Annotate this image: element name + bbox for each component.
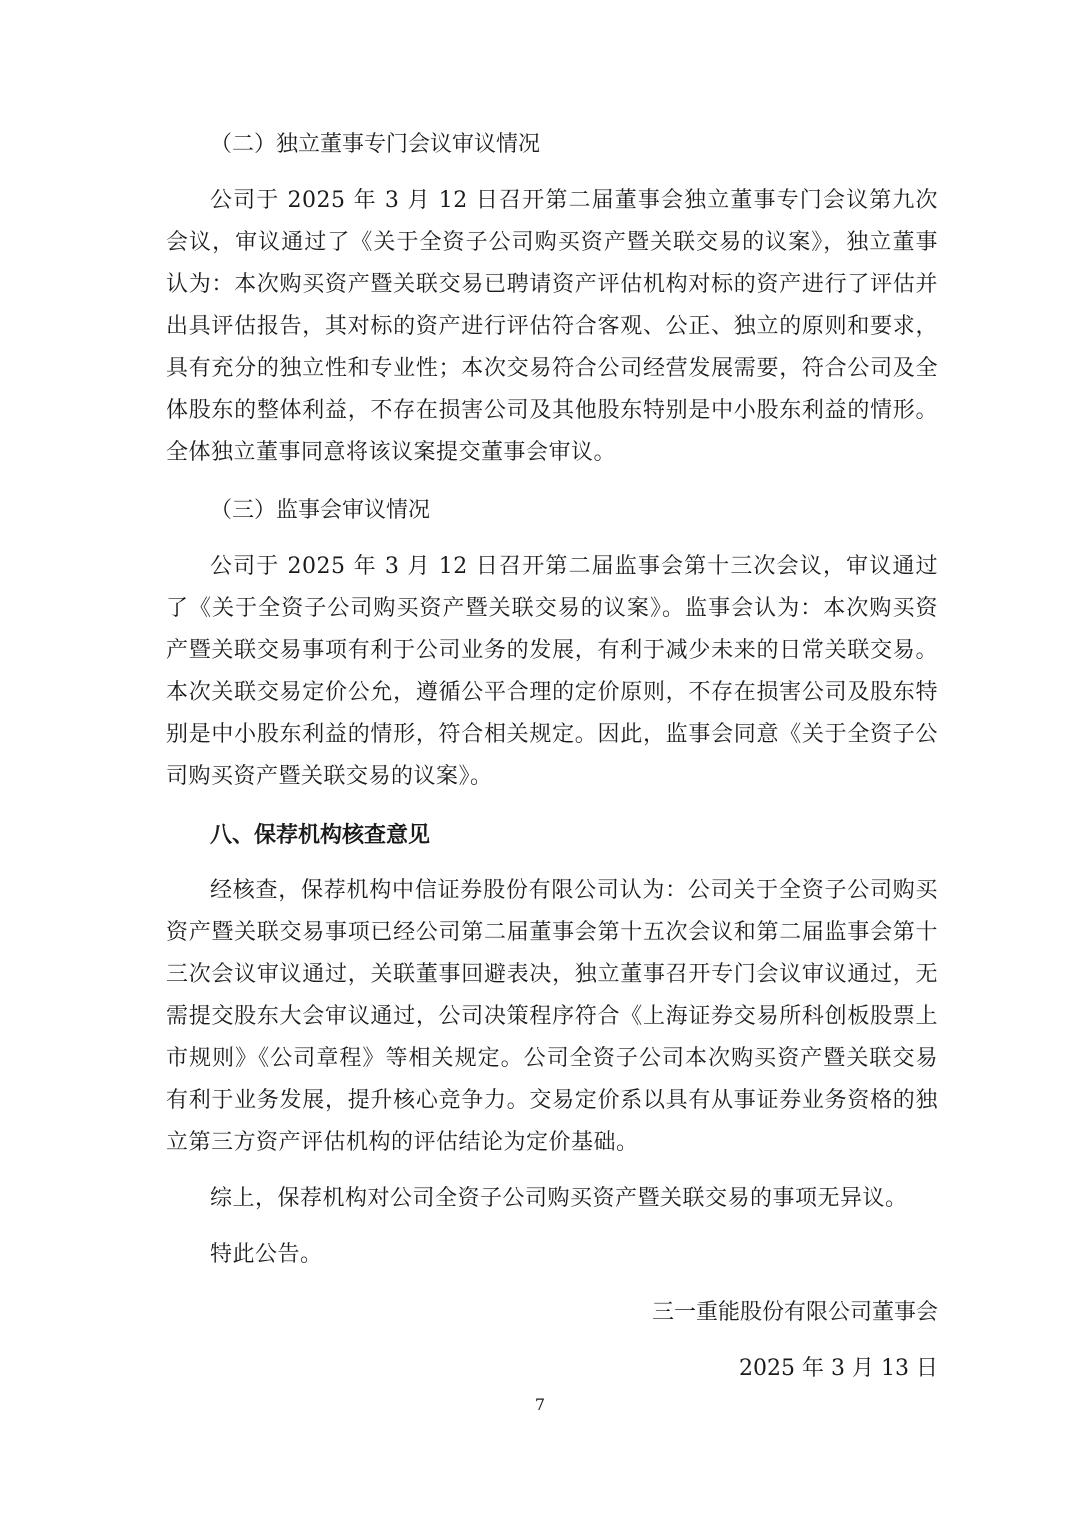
paragraph-independent-directors: 公司于 2025 年 3 月 12 日召开第二届董事会独立董事专门会议第九次会议，审议通过了《关于全资子公司购买资产暨关联交易的议案》，独立董事认为：本次购买资产暨关联交易已聘请资产评估机构对标的资产进行了评估并出具评估报告，其对标的资产进行评估符合客观、公正、独立的原则和要求，具有充分的独立性和专业性；本次交易符合公司经营发展需要，符合公司及全体股东的整体利益，不存在损害公司及其他股东特别是中小股东利益的情形。全体独立董事同意将该议案提交董事会审议。 bbox=[166, 188, 938, 465]
section-heading-independent-directors: （二）独立董事专门会议审议情况 bbox=[210, 132, 541, 157]
document-body bbox=[166, 124, 938, 1390]
section-heading-supervisory-board: （三）监事会审议情况 bbox=[210, 498, 431, 523]
paragraph-closing: 特此公告。 bbox=[210, 1242, 323, 1267]
paragraph-supervisory-board: 公司于 2025 年 3 月 12 日召开第二届监事会第十三次会议，审议通过了《关于全资子公司购买资产暨关联交易的议案》。监事会认为：本次购买资产暨关联交易事项有利于公司业务的发展，有利于减少未来的日常关联交易。本次关联交易定价公允，遵循公平合理的定价原则，不存在损害公司及股东特别是中小股东利益的情形，符合相关规定。因此，监事会同意《关于全资子公司购买资产暨关联交易的议案》。 bbox=[166, 554, 938, 789]
paragraph-conclusion: 综上，保荐机构对公司全资子公司购买资产暨关联交易的事项无异议。 bbox=[210, 1186, 908, 1211]
section-heading-sponsor-opinion: 八、保荐机构核查意见 bbox=[210, 822, 431, 848]
signature-company: 三一重能股份有限公司董事会 bbox=[651, 1300, 938, 1325]
signature-date: 2025 年 3 月 13 日 bbox=[739, 1356, 938, 1381]
page-number: 7 bbox=[534, 1395, 546, 1414]
paragraph-sponsor-opinion: 经核查，保荐机构中信证券股份有限公司认为：公司关于全资子公司购买资产暨关联交易事项已经公司第二届董事会第十五次会议和第二届监事会第十三次会议审议通过，关联董事回避表决，独立董事召开专门会议审议通过，无需提交股东大会审议通过，公司决策程序符合《上海证券交易所科创板股票上市规则》《公司章程》等相关规定。公司全资子公司本次购买资产暨关联交易有利于业务发展，提升核心竞争力。交易定价系以具有从事证券业务资格的独立第三方资产评估机构的评估结论为定价基础。 bbox=[166, 878, 938, 1155]
